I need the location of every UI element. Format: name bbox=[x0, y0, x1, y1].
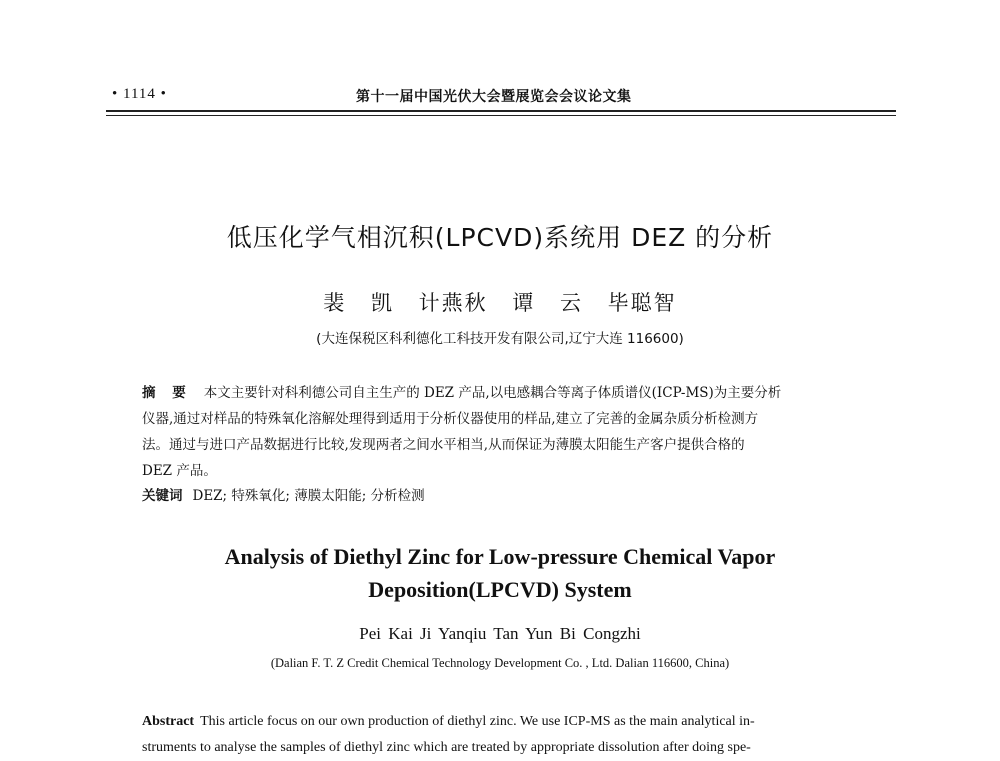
english-affiliation: (Dalian F. T. Z Credit Chemical Technology Development Co. , Ltd. Dalian 116600, China) bbox=[270, 656, 730, 670]
chinese-abstract-line: DEZ 产品。 bbox=[142, 463, 217, 479]
chinese-abstract-line: 仪器,通过对样品的特殊氧化溶解处理得到适用于分析仪器使用的样品,建立了完善的金属杂质分析检测方 bbox=[142, 411, 759, 427]
header-rule-thick bbox=[106, 110, 896, 112]
english-title-line: Analysis of Diethyl Zinc for Low-pressure Chemical Vapor bbox=[224, 544, 776, 569]
chinese-title: 低压化学气相沉积(LPCVD)系统用 DEZ 的分析 bbox=[226, 223, 774, 252]
header-rule-thin bbox=[106, 115, 896, 116]
chinese-affiliation: (大连保税区科利德化工科技开发有限公司,辽宁大连 116600) bbox=[316, 331, 684, 347]
english-authors: Pei Kai Ji Yanqiu Tan Yun Bi Congzhi bbox=[359, 624, 641, 643]
chinese-abstract bbox=[142, 380, 858, 484]
page-number: • 1114 • bbox=[112, 86, 167, 102]
english-abstract-line: Abstract This article focus on our own production of diethyl zinc. We use ICP-MS as the main analytical in- bbox=[142, 714, 755, 729]
english-title-line: Deposition(LPCVD) System bbox=[368, 577, 632, 602]
chinese-keywords bbox=[142, 484, 858, 504]
english-abstract bbox=[142, 709, 858, 761]
chinese-abstract-label: 摘 要 bbox=[142, 385, 192, 401]
journal-title: 第十一届中国光伏大会暨展览会会议论文集 bbox=[356, 89, 632, 105]
chinese-abstract-line: 法。通过与进口产品数据进行比较,发现两者之间水平相当,从而保证为薄膜太阳能生产客户提供合格的 bbox=[142, 437, 745, 453]
english-abstract-line: struments to analyse the samples of diethyl zinc which are treated by appropriate dissolution after doing spe- bbox=[142, 740, 751, 755]
chinese-abstract-line: 摘 要 本文主要针对科利德公司自主生产的 DEZ 产品,以电感耦合等离子体质谱仪(ICP-MS)为主要分析 bbox=[142, 385, 782, 401]
chinese-keywords-text: DEZ; 特殊氧化; 薄膜太阳能; 分析检测 bbox=[192, 488, 425, 504]
running-header bbox=[106, 86, 896, 110]
chinese-authors: 裴 凯 计燕秋 谭 云 毕聪智 bbox=[323, 291, 677, 315]
chinese-keywords-label: 关键词 bbox=[142, 488, 183, 504]
english-abstract-label: Abstract bbox=[142, 714, 195, 729]
english-title bbox=[0, 540, 1000, 606]
